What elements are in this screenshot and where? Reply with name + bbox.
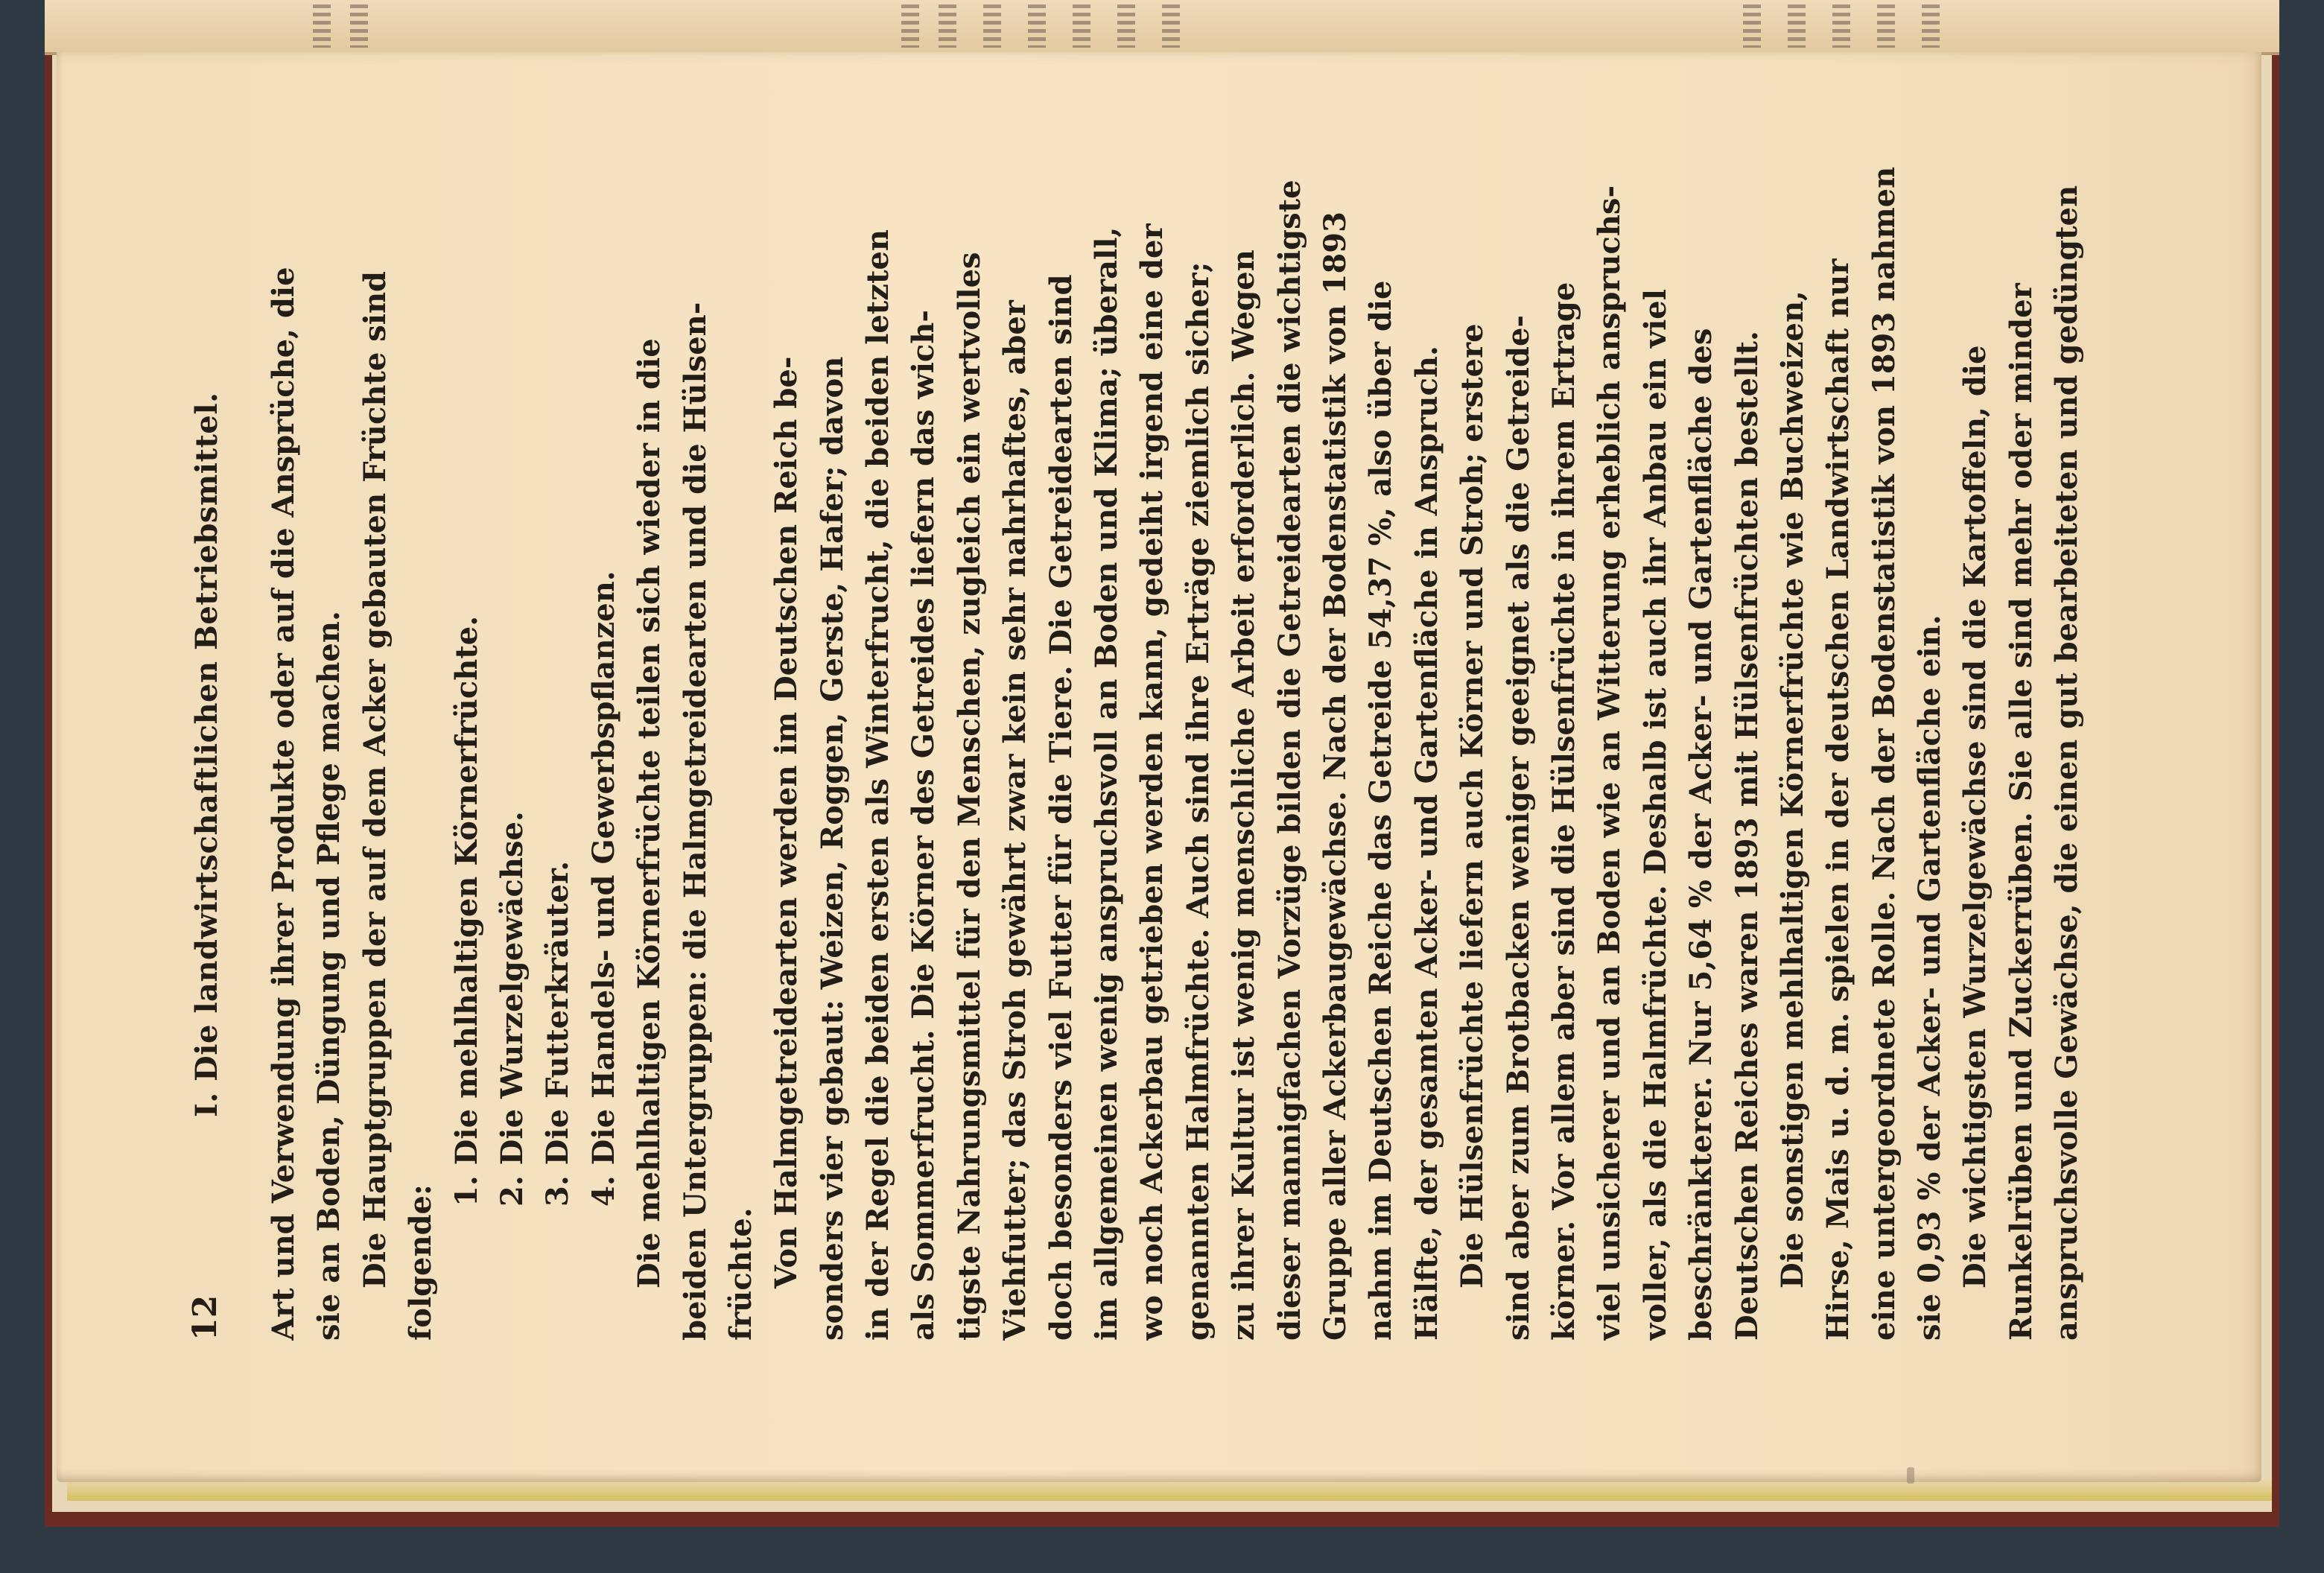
margin-mark xyxy=(1907,1467,1914,1484)
text-line: Viehfutter; das Stroh gewährt zwar kein sehr nahrhaftes, aber xyxy=(997,300,1033,1341)
text-line: Von Halmgetreidearten werden im Deutschen Reich be- xyxy=(769,356,804,1288)
text-line: viel unsicherer und an Boden wie an Witterung erheblich anspruchs- xyxy=(1592,185,1628,1341)
text-line: sie 0,93 % der Acker- und Gartenfläche ein. xyxy=(1912,614,1948,1341)
page-content-rotated xyxy=(186,149,2093,1341)
text-line: sie an Boden, Düngung und Pflege machen. xyxy=(311,611,347,1341)
text-line: 2. Die Wurzelgewächse. xyxy=(494,811,530,1207)
text-line: im allgemeinen wenig anspruchsvoll an Boden und Klima; überall, xyxy=(1089,226,1125,1341)
text-line: Hirse, Mais u. d. m. spielen in der deutschen Landwirtschaft nur xyxy=(1820,258,1856,1341)
facing-page-edge xyxy=(45,0,2279,55)
text-line: Die sonstigen mehlhaltigen Körnerfrüchte wie Buchweizen, xyxy=(1774,290,1810,1288)
text-line: Hälfte, der gesamten Acker- und Gartenfläche in Anspruch. xyxy=(1409,346,1444,1341)
text-line: genannten Halmfrüchte. Auch sind ihre Erträge ziemlich sicher; xyxy=(1180,261,1216,1341)
text-line: Deutschen Reiches waren 1893 mit Hülsenfrüchten bestellt. xyxy=(1729,331,1765,1341)
text-line: wo noch Ackerbau getrieben werden kann, gedeiht irgend eine der xyxy=(1134,223,1170,1341)
text-line: beiden Untergruppen: die Halmgetreidearten und die Hülsen- xyxy=(677,302,713,1341)
text-line: folgende: xyxy=(403,1184,439,1341)
text-line: Gruppe aller Ackerbaugewächse. Nach der Bodenstatistik von 1893 xyxy=(1317,212,1353,1341)
body-text xyxy=(261,149,2090,1341)
text-line: in der Regel die beiden ersten als Winterfrucht, die beiden letzten xyxy=(860,229,896,1341)
page-header xyxy=(186,149,238,1341)
text-line: beschränkterer. Nur 5,64 % der Acker- und Gartenfläche des xyxy=(1683,328,1719,1341)
text-line: 4. Die Handels- und Gewerbspflanzen. xyxy=(585,571,621,1207)
text-line: dieser mannigfachen Vorzüge bilden die Getreidearten die wichtigste xyxy=(1271,179,1307,1341)
running-head: I. Die landwirtschaftlichen Betriebsmittel. xyxy=(189,392,224,1117)
text-line: Art und Verwendung ihrer Produkte oder auf die Ansprüche, die xyxy=(266,267,301,1341)
text-line: Die Hauptgruppen der auf dem Acker gebauten Früchte sind xyxy=(357,270,393,1288)
text-line: Die Hülsenfrüchte liefern auch Körner und Stroh; erstere xyxy=(1455,323,1490,1288)
text-line: sind aber zum Brotbacken weniger geeignet als die Getreide- xyxy=(1500,315,1536,1341)
text-line: tigste Nahrungsmittel für den Menschen, zugleich ein wertvolles xyxy=(951,252,987,1341)
text-line: 3. Die Futterkräuter. xyxy=(540,860,576,1207)
text-line: früchte. xyxy=(723,1207,758,1341)
text-line: zu ihrer Kultur ist wenig menschliche Arbeit erforderlich. Wegen xyxy=(1226,250,1262,1341)
text-line: körner. Vor allem aber sind die Hülsenfrüchte in ihrem Ertrage xyxy=(1546,282,1581,1341)
text-line: nahm im Deutschen Reiche das Getreide 54,37 %, also über die xyxy=(1363,280,1399,1341)
text-line: 1. Die mehlhaltigen Körnerfrüchte. xyxy=(448,615,484,1207)
text-line: voller, als die Halmfrüchte. Deshalb ist auch ihr Anbau ein viel xyxy=(1637,289,1673,1341)
page-number: 12 xyxy=(186,1294,224,1341)
text-line: doch besonders viel Futter für die Tiere. Die Getreidearten sind xyxy=(1043,274,1079,1341)
text-line: Die wichtigsten Wurzelgewächse sind die Kartoffeln, die xyxy=(1958,345,1993,1288)
text-line: Runkelrüben und Zuckerrüben. Sie alle sind mehr oder minder xyxy=(2003,283,2039,1341)
text-line: anspruchsvolle Gewächse, die einen gut bearbeiteten und gedüngten xyxy=(2049,185,2085,1341)
text-line: eine untergeordnete Rolle. Nach der Bodenstatistik von 1893 nahmen xyxy=(1866,166,1902,1341)
text-line: als Sommerfrucht. Die Körner des Getreides liefern das wich- xyxy=(906,310,942,1341)
text-line: sonders vier gebaut: Weizen, Roggen, Gerste, Hafer; davon xyxy=(814,356,850,1341)
text-line: Die mehlhaltigen Körnerfrüchte teilen sich wieder in die xyxy=(632,338,667,1288)
